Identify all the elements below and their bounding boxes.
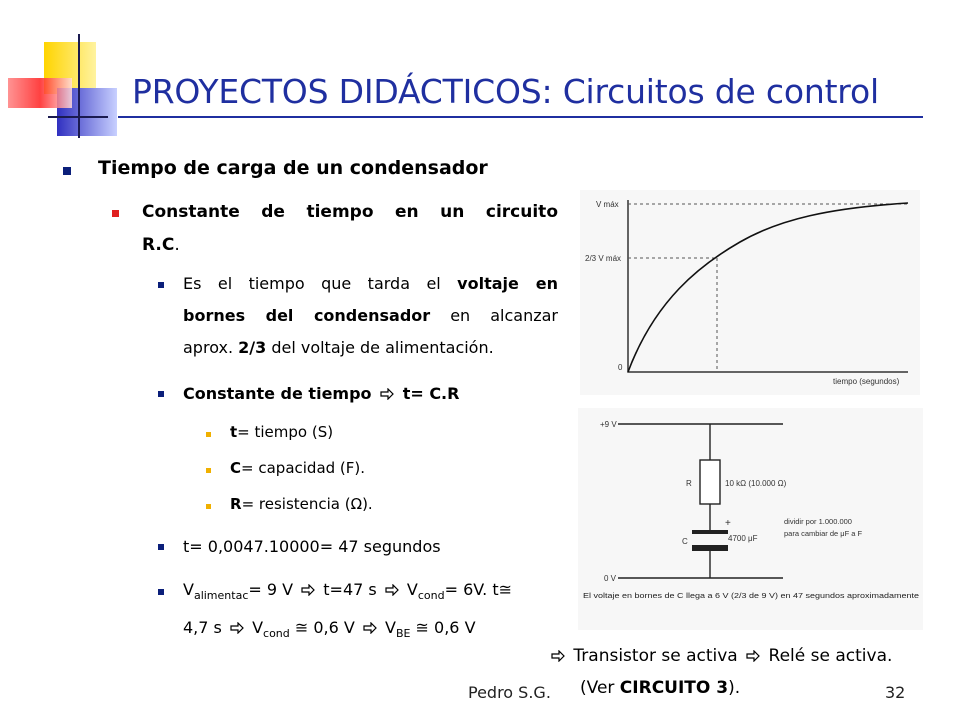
bullet-level4 — [206, 468, 211, 473]
capacitor-plate-bottom — [692, 545, 728, 551]
bullet-level3 — [158, 282, 164, 288]
supply-label: +9 V — [600, 420, 617, 429]
footer-author: Pedro S.G. — [468, 683, 551, 702]
sub-heading-tail: R.C. — [142, 235, 180, 255]
page-number: 32 — [885, 683, 906, 702]
capacitor-polarity: + — [725, 518, 731, 529]
note-line-2: para cambiar de μF a F — [784, 529, 863, 538]
charge-curve-graph — [580, 190, 920, 395]
arrow-right-icon — [363, 622, 377, 634]
bullet-level3 — [158, 391, 164, 397]
calc-detail-line-2: 4,7 s $V_{cond}$ ≅ 0,6 V $V_{BE}$ ≅ 0,6 V — [183, 618, 476, 641]
title-decoration — [0, 0, 140, 140]
y-label-zero: 0 — [618, 363, 623, 372]
calc-line: t= 0,0047.10000= 47 segundos — [183, 537, 441, 556]
para-line-3: aprox. 2/3 del voltaje de alimentación. — [183, 338, 494, 357]
y-label-two-thirds: 2/3 V máx — [585, 254, 622, 263]
calc-detail — [183, 574, 563, 650]
title-divider — [118, 116, 923, 118]
bullet-level4 — [206, 504, 211, 509]
note-line-1: dividir por 1.000.000 — [784, 517, 852, 526]
arrow-right-icon — [380, 388, 394, 400]
bullet-level4 — [206, 432, 211, 437]
ground-label: 0 V — [604, 574, 617, 583]
calc-detail-line-1: $V_{alimentac}= 9$ V t=47 s $V_{cond}= 6V$. t≅ — [183, 580, 513, 603]
rc-circuit-diagram — [578, 408, 923, 630]
capacitor-value: 4700 μF — [728, 534, 758, 543]
bullet-level3 — [158, 589, 164, 595]
bullet-level3 — [158, 544, 164, 550]
capacitor-plate-top — [692, 530, 728, 534]
def-r: R= resistencia (Ω). — [230, 495, 373, 513]
para-line-2: bornes del condensador en alcanzar — [183, 306, 558, 325]
para-line-1: Es el tiempo que tarda el voltaje en — [183, 274, 559, 293]
arrow-right-icon — [551, 650, 565, 662]
resistor-label: R — [686, 479, 692, 488]
sub-heading: Constante de tiempo en un circuito — [142, 202, 558, 222]
arrow-right-icon — [385, 584, 399, 596]
arrow-right-icon — [230, 622, 244, 634]
bullet-level2 — [112, 210, 119, 217]
def-c: C= capacidad (F). — [230, 459, 366, 477]
conclusion-line-1: Transistor se activa Relé se activa. — [548, 646, 892, 666]
conclusion-line-2: (Ver CIRCUITO 3). — [580, 678, 741, 698]
circuit-caption: El voltaje en bornes de C llega a 6 V (2/3 de 9 V) en 47 segundos aproximadamente — [583, 591, 919, 600]
x-axis-label: tiempo (segundos) — [833, 377, 900, 386]
page-title: PROYECTOS DIDÁCTICOS: Circuitos de control — [132, 72, 879, 111]
definition-paragraph — [183, 268, 558, 364]
arrow-right-icon — [746, 650, 760, 662]
capacitor-label: C — [682, 537, 688, 546]
arrow-right-icon — [301, 584, 315, 596]
resistor-symbol — [700, 460, 720, 504]
y-label-vmax: V máx — [596, 200, 619, 209]
def-t: t= tiempo (S) — [230, 423, 334, 441]
bullet-level1 — [63, 167, 71, 175]
resistor-value: 10 kΩ (10.000 Ω) — [725, 479, 787, 488]
formula-line: Constante de tiempo t= C.R — [183, 384, 460, 403]
heading: Tiempo de carga de un condensador — [98, 157, 488, 179]
